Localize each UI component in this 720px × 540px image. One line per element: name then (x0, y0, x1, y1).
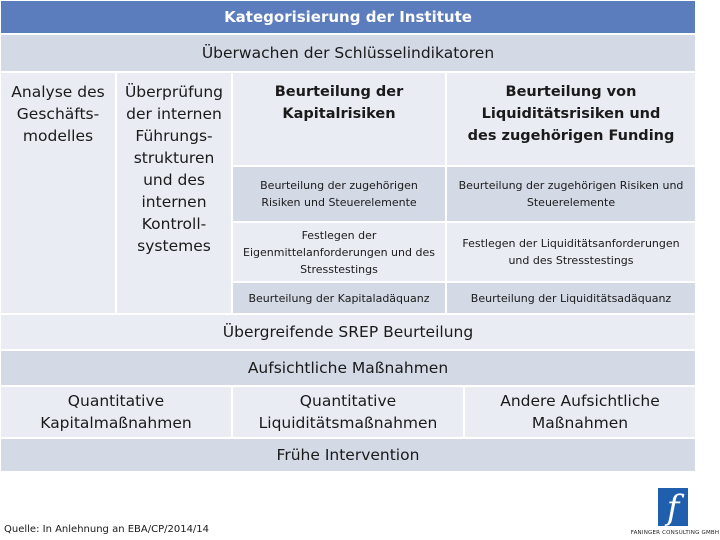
early-intervention-cell (0, 438, 696, 472)
liquidity-risk-item-label: Beurteilung der Liquiditätsadäquanz (470, 291, 672, 305)
diagram-header (0, 0, 696, 34)
liquidity-risks-title-cell (446, 72, 696, 166)
measure-label: Andere Aufsichtliche Maßnahmen (500, 392, 660, 432)
governance-cell (116, 72, 232, 314)
capital-risk-item-label: Beurteilung der zugehörigen Risiken und Steuerelemente (260, 179, 418, 209)
business-model-label: Analyse des Geschäfts-modelles (11, 83, 105, 145)
capital-risks-title: Beurteilung der Kapitalrisiken (274, 84, 404, 122)
supervisory-measures-cell (0, 350, 696, 386)
capital-risk-item (232, 282, 446, 314)
capital-risk-item (232, 222, 446, 282)
capital-risks-title-cell (232, 72, 446, 166)
logo-mark-icon (630, 486, 720, 530)
liquidity-risk-item (446, 166, 696, 222)
logo-text: FANINGER CONSULTING GMBH (630, 530, 720, 536)
liquidity-risk-item-label: Beurteilung der zugehörigen Risiken und Steuerelemente (458, 179, 684, 209)
business-model-cell (0, 72, 116, 314)
monitoring-cell (0, 34, 696, 72)
governance-label: Überprüfung der internen Führungs-strukturen und des internen Kontroll-systemes (124, 83, 224, 255)
srep-label: Übergreifende SREP Beurteilung (222, 323, 474, 341)
supervisory-measures-label: Aufsichtliche Maßnahmen (247, 359, 449, 377)
capital-risk-item (232, 166, 446, 222)
measure-label: Quantitative Kapitalmaßnahmen (40, 392, 192, 432)
liquidity-risk-item (446, 222, 696, 282)
liquidity-risks-title: Beurteilung von Liquiditätsrisiken und des zugehörigen Funding (467, 84, 675, 144)
measure-cell (0, 386, 232, 438)
logo-letter: f (666, 488, 680, 528)
source-note: Quelle: In Anlehnung an EBA/CP/2014/14 (4, 524, 210, 535)
srep-cell (0, 314, 696, 350)
capital-risk-item-label: Festlegen der Eigenmittelanforderungen und des Stresstestings (243, 228, 435, 276)
liquidity-risk-item-label: Festlegen der Liquiditätsanforderungen und des Stresstestings (462, 237, 680, 267)
measure-label: Quantitative Liquiditätsmaßnahmen (258, 392, 438, 432)
measure-cell (232, 386, 464, 438)
company-logo (630, 486, 720, 540)
monitoring-label: Überwachen der Schlüsselindikatoren (201, 44, 495, 62)
capital-risk-item-label: Beurteilung der Kapitaladäquanz (248, 291, 430, 305)
measure-cell (464, 386, 696, 438)
liquidity-risk-item (446, 282, 696, 314)
early-intervention-label: Frühe Intervention (276, 446, 420, 464)
header-title: Kategorisierung der Institute (224, 8, 472, 26)
